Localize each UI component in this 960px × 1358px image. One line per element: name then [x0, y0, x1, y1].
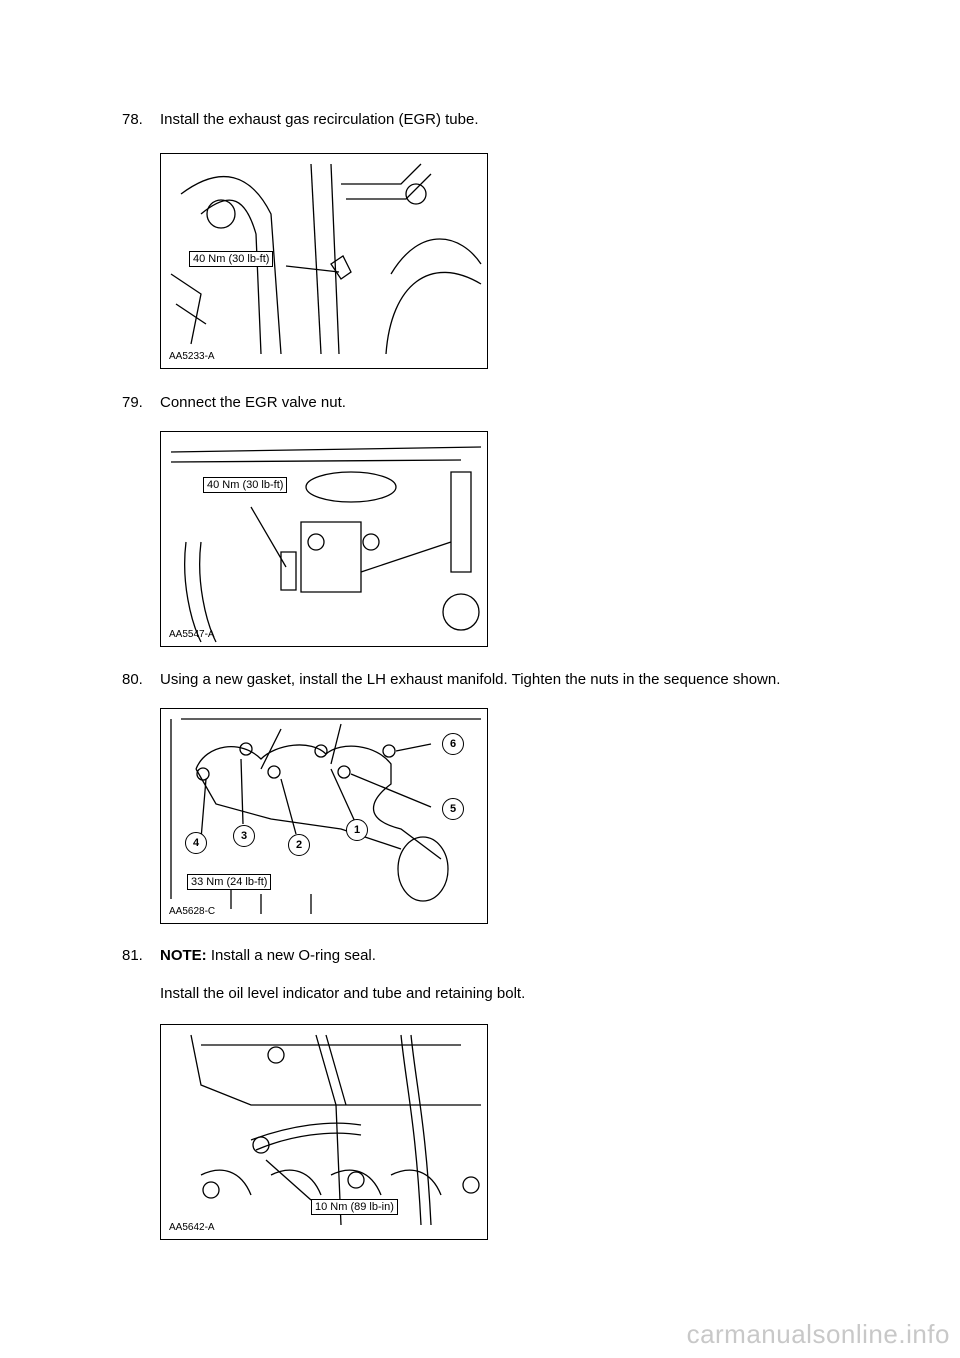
torque-label: 40 Nm (30 lb-ft) — [203, 477, 287, 493]
figure-egr-tube — [160, 153, 488, 369]
step-text: Using a new gasket, install the LH exhaust manifold. Tighten the nuts in the sequence shown. — [160, 671, 781, 688]
torque-label: 10 Nm (89 lb-in) — [311, 1199, 398, 1215]
exhaust-manifold-illustration — [161, 709, 488, 924]
callout-3: 3 — [233, 825, 255, 847]
figure-id: AA5233-A — [169, 351, 215, 362]
torque-label: 33 Nm (24 lb-ft) — [187, 874, 271, 890]
egr-valve-illustration — [161, 432, 488, 647]
step-text: Install the exhaust gas recirculation (EGR) tube. — [160, 111, 479, 128]
watermark: carmanualsonline.info — [686, 1319, 950, 1349]
step-number: 79. — [122, 394, 143, 411]
step-number: 80. — [122, 671, 143, 688]
torque-label: 40 Nm (30 lb-ft) — [189, 251, 273, 267]
figure-exhaust-manifold — [160, 708, 488, 924]
callout-5: 5 — [442, 798, 464, 820]
note-text: Install a new O-ring seal. — [210, 947, 376, 964]
step-number: 81. — [122, 947, 143, 964]
figure-oil-level-indicator — [160, 1024, 488, 1240]
figure-id: AA5547-A — [169, 629, 215, 640]
step-text: Install the oil level indicator and tube and retaining bolt. — [160, 985, 526, 1002]
callout-2: 2 — [288, 834, 310, 856]
figure-id: AA5642-A — [169, 1222, 215, 1233]
figure-id: AA5628-C — [169, 906, 216, 917]
step-text: Connect the EGR valve nut. — [160, 394, 346, 411]
note — [160, 947, 376, 964]
callout-1: 1 — [346, 819, 368, 841]
step-number: 78. — [122, 111, 143, 128]
note-label: NOTE: — [160, 947, 207, 964]
figure-egr-valve — [160, 431, 488, 647]
callout-4: 4 — [185, 832, 207, 854]
callout-6: 6 — [442, 733, 464, 755]
